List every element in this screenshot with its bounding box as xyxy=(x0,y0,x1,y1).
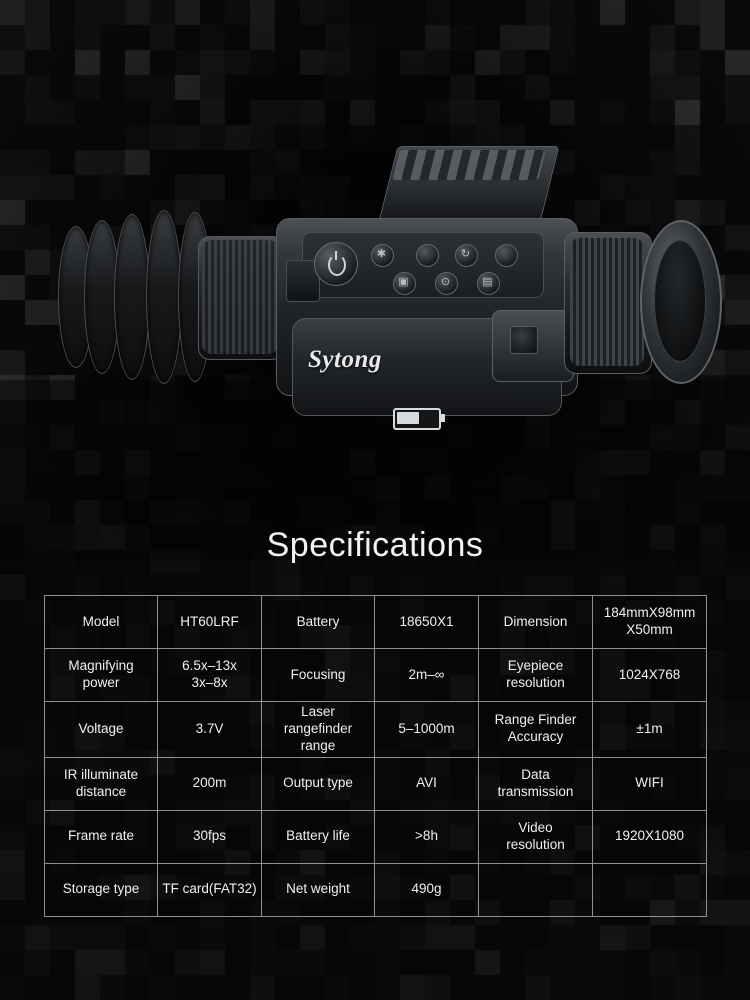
table-cell-value: 1024X768 xyxy=(593,649,707,702)
brand-logo: Sytong xyxy=(308,346,382,373)
night-vision-scope-illustration xyxy=(40,140,710,440)
ok-icon: ⊙ xyxy=(440,276,451,288)
table-cell-label: Laser rangefinder range xyxy=(262,702,375,758)
table-cell-label: Battery life xyxy=(262,810,375,863)
table-row xyxy=(45,810,707,863)
table-cell-label: Frame rate xyxy=(45,810,158,863)
table-cell-value: 6.5x–13x 3x–8x xyxy=(158,649,262,702)
table-cell-value: 200m xyxy=(158,757,262,810)
table-cell-label: Battery xyxy=(262,596,375,649)
eyecup-ring-3 xyxy=(114,214,150,380)
objective-focus-knurl xyxy=(570,238,644,366)
table-cell-empty xyxy=(593,863,707,916)
table-cell-label: IR illuminate distance xyxy=(45,757,158,810)
table-cell-value: 30fps xyxy=(158,810,262,863)
specifications-table-wrapper xyxy=(44,595,706,917)
table-cell-label: Model xyxy=(45,596,158,649)
table-cell-label: Net weight xyxy=(262,863,375,916)
table-cell-value: ±1m xyxy=(593,702,707,758)
table-cell-value: 5–1000m xyxy=(375,702,479,758)
table-row xyxy=(45,702,707,758)
table-cell-label: Storage type xyxy=(45,863,158,916)
table-cell-value: 18650X1 xyxy=(375,596,479,649)
table-cell-value: 1920X1080 xyxy=(593,810,707,863)
mode-icon: ▤ xyxy=(482,276,493,288)
picatinny-rail-teeth xyxy=(392,150,545,180)
table-cell-label: Voltage xyxy=(45,702,158,758)
table-cell-label: Data transmission xyxy=(479,757,593,810)
table-row xyxy=(45,596,707,649)
table-cell-value: 184mmX98mm X50mm xyxy=(593,596,707,649)
eyecup-ring-4 xyxy=(146,210,182,384)
page-title: Specifications xyxy=(266,526,484,564)
table-cell-label: Range Finder Accuracy xyxy=(479,702,593,758)
table-row xyxy=(45,863,707,916)
table-cell-value: >8h xyxy=(375,810,479,863)
table-cell-label: Eyepiece resolution xyxy=(479,649,593,702)
table-cell-value: 2m–∞ xyxy=(375,649,479,702)
specifications-table xyxy=(44,595,707,917)
eyepiece-focus-knurl xyxy=(202,240,278,354)
table-row xyxy=(45,649,707,702)
table-cell-empty xyxy=(479,863,593,916)
table-cell-label: Dimension xyxy=(479,596,593,649)
table-cell-value: TF card(FAT32) xyxy=(158,863,262,916)
menu-icon: ▣ xyxy=(398,276,409,288)
ir-icon: ✱ xyxy=(376,248,387,260)
table-cell-value: HT60LRF xyxy=(158,596,262,649)
table-cell-value: WIFI xyxy=(593,757,707,810)
battery-level-fill xyxy=(397,412,419,424)
table-cell-value: 3.7V xyxy=(158,702,262,758)
table-cell-value: AVI xyxy=(375,757,479,810)
table-cell-label: Video resolution xyxy=(479,810,593,863)
control-button-down[interactable] xyxy=(495,244,518,267)
table-row xyxy=(45,757,707,810)
table-cell-value: 490g xyxy=(375,863,479,916)
objective-lens-inner xyxy=(654,240,706,362)
table-cell-label: Focusing xyxy=(262,649,375,702)
laser-emitter-port xyxy=(510,326,538,354)
power-icon xyxy=(328,254,346,276)
table-cell-label: Output type xyxy=(262,757,375,810)
control-button-up[interactable] xyxy=(416,244,439,267)
record-icon: ↻ xyxy=(460,248,471,260)
table-cell-label: Magnifying power xyxy=(45,649,158,702)
